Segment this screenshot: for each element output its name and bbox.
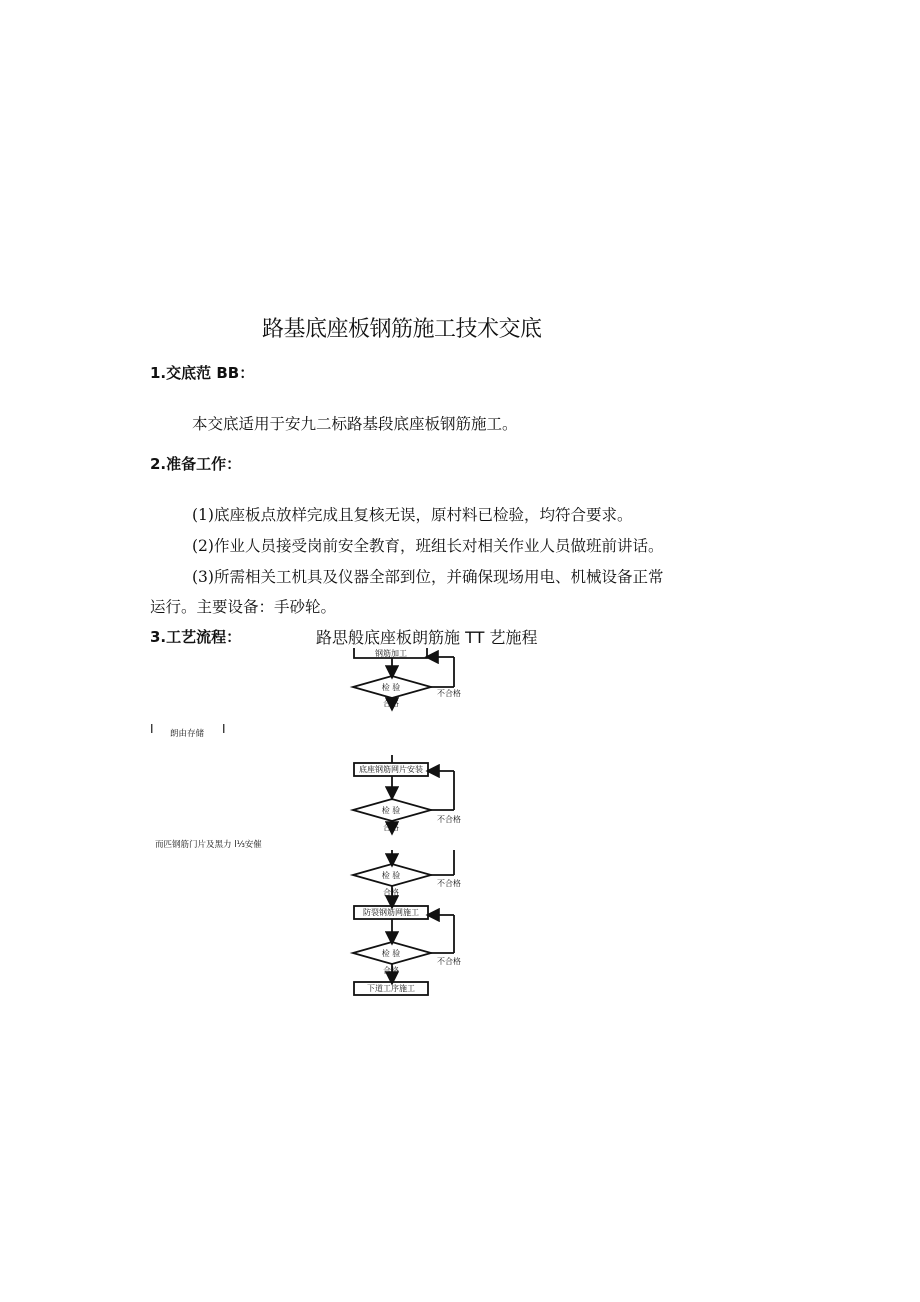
node-3-label: 防裂钢筋网施工 <box>363 908 419 917</box>
decision-1-label: 检 验 <box>381 683 401 692</box>
side-note-storage: 朗由存储 <box>170 729 205 739</box>
document-title: 路基底座板钢筋施工技术交底 <box>262 317 542 342</box>
decision-4-label: 检 验 <box>381 949 401 958</box>
prep-item-1: (1)底座板点放样完成且复核无误，原村料已检验，均符合要求。 <box>192 506 633 524</box>
decision-2-label: 检 验 <box>381 806 401 815</box>
pass-label-4: 合格 <box>383 966 399 975</box>
node-1-label: 钢筋加工 <box>375 649 407 658</box>
fail-label-2: 不合格 <box>437 815 461 824</box>
section-3-heading: 3.工艺流程： <box>150 628 242 646</box>
pass-label-2: 合格 <box>383 823 399 832</box>
section-2-heading: 2.准备工作： <box>150 455 242 473</box>
prep-item-3: (3)所需相关工机具及仪器全部到位，并确保现场用电、机械设备正常 <box>192 568 664 586</box>
pass-label-3: 合格 <box>383 888 399 897</box>
fail-label-3: 不合格 <box>437 879 461 888</box>
section-1-heading: 1.交底范 BB： <box>150 364 255 382</box>
pass-label-1: 合格 <box>383 699 399 708</box>
section-1-body: 本交底适用于安九二标路基段底座板钢筋施工。 <box>192 415 518 433</box>
prep-item-3-continued: 运行。主要设备：手砂轮。 <box>150 598 337 616</box>
node-4-label: 下道工序施工 <box>367 984 415 993</box>
side-note-bar-left: I <box>150 722 154 736</box>
side-note-installation: 而匹钢筋门片及黑力 l⅓安催 <box>155 840 262 850</box>
decision-3-label: 检 验 <box>381 871 401 880</box>
node-2-label: 底座钢筋网片安装 <box>359 765 423 774</box>
flowchart-title: 路思般底座板朗筋施 TT 艺施程 <box>316 628 538 647</box>
prep-item-2: (2)作业人员接受岗前安全教育，班组长对相关作业人员做班前讲话。 <box>192 537 664 555</box>
fail-label-4: 不合格 <box>437 957 461 966</box>
side-note-bar-right: I <box>222 722 226 736</box>
fail-label-1: 不合格 <box>437 689 461 698</box>
